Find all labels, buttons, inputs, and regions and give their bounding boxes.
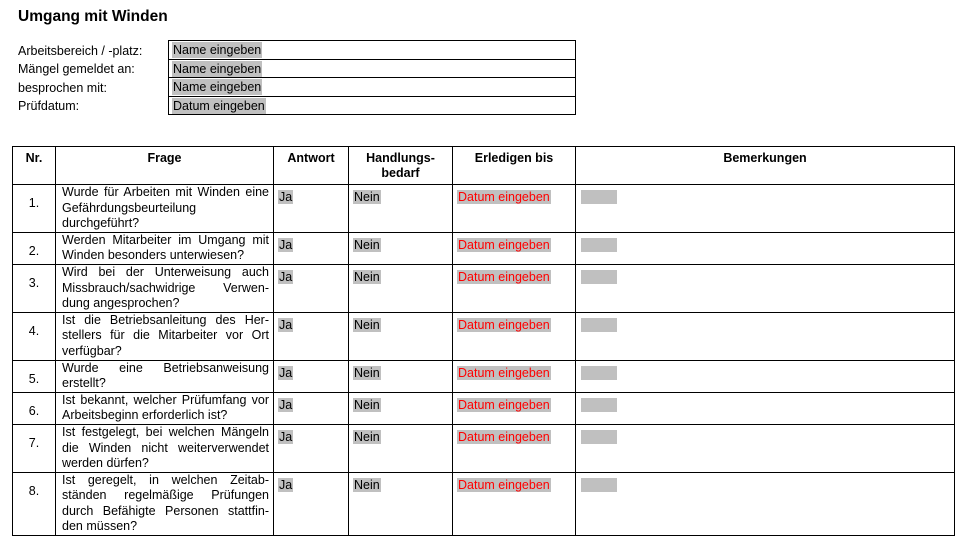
question-cell: [56, 185, 274, 233]
arbeitsbereich-field[interactable]: Name eingeben: [173, 43, 262, 57]
question-text: Wurde für Arbeiten mit Winden eine Gefährdungsbeurteilung durchgeführt?: [62, 185, 269, 231]
pruefdatum-field[interactable]: Datum eingeben: [173, 98, 265, 113]
question-cell: [56, 232, 274, 264]
action-nein-field[interactable]: Nein: [354, 237, 380, 252]
row-number-cell: [13, 264, 56, 312]
question-cell: [56, 360, 274, 392]
question-text: Ist bekannt, welcher Prüfumfang vor Arbeitsbeginn erforderlich ist?: [62, 392, 269, 423]
label-pruefdatum: Prüfdatum:: [18, 98, 80, 113]
remarks-field[interactable]: [581, 238, 617, 252]
maengel-gemeldet-field[interactable]: Name eingeben: [173, 61, 262, 76]
page-title: Umgang mit Winden: [18, 8, 168, 25]
question-text: Werden Mitarbeiter im Umgang mit Winden besonders unterwiesen?: [62, 232, 269, 263]
remarks-field[interactable]: [581, 270, 617, 284]
table-row: [13, 264, 955, 312]
row-number-cell: [13, 232, 56, 264]
due-date-cell: [453, 424, 576, 472]
table-row: [13, 392, 955, 424]
table-row: [13, 232, 955, 264]
answer-ja-field[interactable]: Ja: [279, 429, 293, 444]
remarks-cell: [576, 312, 955, 360]
table-row: [13, 472, 955, 535]
question-cell: [56, 312, 274, 360]
question-cell: [56, 392, 274, 424]
answer-cell: [274, 232, 349, 264]
action-nein-field[interactable]: Nein: [354, 429, 380, 444]
action-nein-field[interactable]: Nein: [354, 269, 380, 284]
meta-row-arbeitsbereich: [169, 41, 575, 59]
due-date-field[interactable]: Datum eingeben: [458, 365, 550, 380]
due-date-cell: [453, 392, 576, 424]
answer-cell: [274, 392, 349, 424]
action-nein-field[interactable]: Nein: [354, 317, 380, 332]
table-row: [13, 424, 955, 472]
due-date-cell: [453, 360, 576, 392]
question-text: Ist geregelt, in welchen Zeitab-ständen regelmäßige Prüfungen durch Befähigte Personen stattfin-den müssen?: [62, 472, 269, 534]
remarks-field[interactable]: [581, 398, 617, 412]
label-besprochen-mit: besprochen mit:: [18, 80, 107, 95]
action-nein-field[interactable]: Nein: [354, 477, 380, 492]
row-number: 6.: [28, 403, 40, 418]
answer-cell: [274, 424, 349, 472]
question-text: Wurde eine Betriebsanweisung erstellt?: [62, 360, 269, 391]
row-number-cell: [13, 360, 56, 392]
due-date-cell: [453, 472, 576, 535]
remarks-field[interactable]: [581, 430, 617, 444]
remarks-field[interactable]: [581, 478, 617, 492]
header-handlungsbedarf: Handlungs- bedarf: [349, 147, 453, 185]
action-needed-cell: [349, 264, 453, 312]
action-needed-cell: [349, 232, 453, 264]
remarks-cell: [576, 360, 955, 392]
label-maengel-gemeldet: Mängel gemeldet an:: [18, 62, 135, 77]
row-number: 7.: [28, 435, 40, 450]
action-nein-field[interactable]: Nein: [354, 365, 380, 380]
action-needed-cell: [349, 472, 453, 535]
table-row: [13, 360, 955, 392]
row-number: 4.: [28, 323, 40, 338]
answer-cell: [274, 312, 349, 360]
remarks-cell: [576, 472, 955, 535]
action-needed-cell: [349, 392, 453, 424]
meta-fields-box: [168, 40, 576, 115]
row-number-cell: [13, 312, 56, 360]
checklist-table: [12, 146, 955, 536]
answer-ja-field[interactable]: Ja: [279, 190, 293, 204]
answer-ja-field[interactable]: Ja: [279, 317, 293, 332]
due-date-cell: [453, 232, 576, 264]
action-nein-field[interactable]: Nein: [354, 190, 380, 204]
row-number: 8.: [28, 483, 40, 498]
due-date-cell: [453, 312, 576, 360]
header-frage: Frage: [56, 147, 274, 185]
answer-cell: [274, 472, 349, 535]
header-bemerkungen: Bemerkungen: [576, 147, 955, 185]
remarks-field[interactable]: [581, 318, 617, 332]
due-date-field[interactable]: Datum eingeben: [458, 190, 550, 204]
header-antwort: Antwort: [274, 147, 349, 185]
action-needed-cell: [349, 360, 453, 392]
question-text: Wird bei der Unterweisung auch Missbrauch/sachwidrige Verwen-dung angesprochen?: [62, 264, 269, 311]
question-cell: [56, 472, 274, 535]
table-row: [13, 185, 955, 233]
action-needed-cell: [349, 185, 453, 233]
answer-cell: [274, 264, 349, 312]
due-date-field[interactable]: Datum eingeben: [458, 317, 550, 332]
question-cell: [56, 424, 274, 472]
answer-ja-field[interactable]: Ja: [279, 269, 293, 284]
remarks-field[interactable]: [581, 366, 617, 380]
due-date-field[interactable]: Datum eingeben: [458, 269, 550, 284]
due-date-field[interactable]: Datum eingeben: [458, 397, 550, 412]
row-number: 3.: [28, 275, 40, 290]
answer-cell: [274, 360, 349, 392]
question-text: Ist festgelegt, bei welchen Mängeln die Winden nicht weiterverwendet werden dürfen?: [62, 424, 269, 471]
answer-ja-field[interactable]: Ja: [279, 237, 293, 252]
answer-ja-field[interactable]: Ja: [279, 397, 293, 412]
due-date-field[interactable]: Datum eingeben: [458, 429, 550, 444]
header-nr: Nr.: [13, 147, 56, 185]
remarks-cell: [576, 185, 955, 233]
action-needed-cell: [349, 424, 453, 472]
row-number-cell: [13, 424, 56, 472]
table-header-row: [13, 147, 955, 185]
remarks-cell: [576, 232, 955, 264]
row-number-cell: [13, 392, 56, 424]
answer-cell: [274, 185, 349, 233]
meta-labels: [18, 42, 170, 115]
besprochen-mit-field[interactable]: Name eingeben: [173, 80, 262, 94]
remarks-cell: [576, 264, 955, 312]
question-text: Ist die Betriebsanleitung des Her-stellers für die Mitarbeiter vor Ort verfügbar?: [62, 312, 269, 358]
row-number-cell: [13, 472, 56, 535]
meta-row-pruefdatum: [169, 96, 575, 115]
due-date-field[interactable]: Datum eingeben: [458, 477, 550, 492]
label-arbeitsbereich: Arbeitsbereich / -platz:: [18, 44, 143, 58]
remarks-cell: [576, 392, 955, 424]
action-nein-field[interactable]: Nein: [354, 397, 380, 412]
meta-row-maengel: [169, 59, 575, 78]
table-row: [13, 312, 955, 360]
due-date-cell: [453, 185, 576, 233]
remarks-cell: [576, 424, 955, 472]
question-cell: [56, 264, 274, 312]
header-erledigen-bis: Erledigen bis: [453, 147, 576, 185]
answer-ja-field[interactable]: Ja: [279, 477, 293, 492]
row-number: 2.: [28, 243, 40, 258]
due-date-field[interactable]: Datum eingeben: [458, 237, 550, 252]
row-number: 5.: [28, 371, 40, 386]
meta-row-besprochen: [169, 77, 575, 96]
due-date-cell: [453, 264, 576, 312]
row-number-cell: [13, 185, 56, 233]
row-number: 1.: [28, 196, 40, 210]
action-needed-cell: [349, 312, 453, 360]
remarks-field[interactable]: [581, 190, 617, 204]
answer-ja-field[interactable]: Ja: [279, 365, 293, 380]
